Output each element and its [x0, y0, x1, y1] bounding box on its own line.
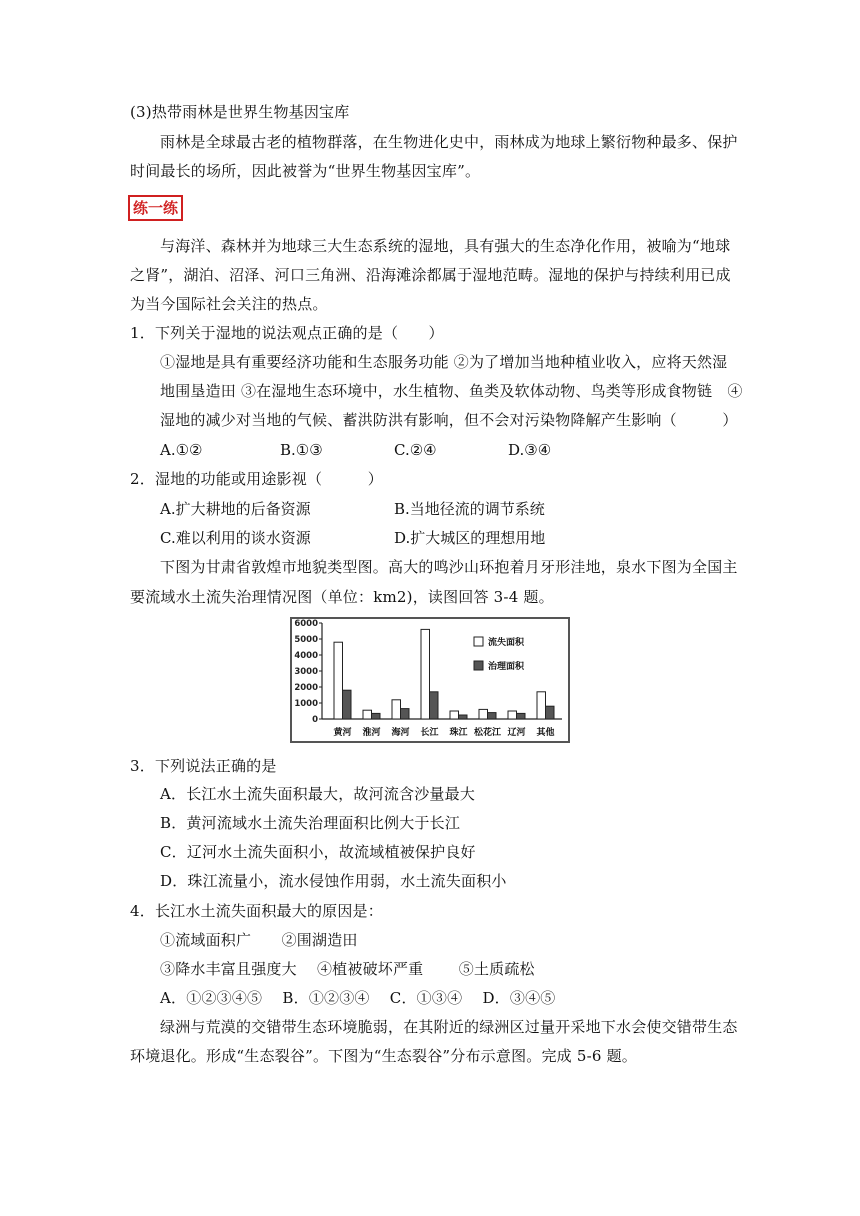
option-a: A.①② [160, 441, 203, 459]
soil-erosion-chart [290, 617, 570, 743]
question-3-option-b: B．黄河流域水土流失治理面积比例大于长江 [160, 814, 461, 832]
bar-treated [372, 713, 381, 719]
legend-label-loss: 流失面积 [488, 638, 525, 648]
question-4-factors: ③降水丰富且强度大 ④植被破坏严重 ⑤土质疏松 [160, 960, 535, 978]
y-tick-label: 2000 [294, 683, 318, 693]
legend-swatch-loss [474, 637, 483, 646]
y-tick-label: 1000 [294, 699, 318, 709]
bar-treated [459, 715, 468, 719]
bar-loss [450, 711, 459, 719]
bar-treated [488, 713, 497, 719]
intro-line: 与海洋、森林并为地球三大生态系统的湿地，具有强大的生态净化作用，被喻为“地球 [160, 237, 731, 255]
bar-loss [421, 629, 430, 719]
intro-line: 之肾”，湖泊、沼泽、河口三角洲、沿海滩涂都属于湿地范畴。湿地的保护与持续利用已成 [130, 266, 731, 284]
bar-treated [401, 709, 410, 719]
option-c: C.难以利用的谈水资源 [160, 529, 311, 547]
option-d: D.扩大城区的理想用地 [394, 529, 546, 547]
paragraph-line: 时间最长的场所，因此被誉为“世界生物基因宝库”。 [130, 162, 481, 180]
y-tick-label: 4000 [294, 651, 318, 661]
question-3-option-a: A．长江水土流失面积最大，故河流含沙量最大 [160, 785, 476, 803]
question-4-factors: ①流域面积广 ②围湖造田 [160, 931, 358, 949]
option-c: C.②④ [394, 441, 437, 459]
legend-swatch-treated [474, 661, 483, 670]
intro2-line: 要流域水土流失治理情况图（单位：km2)，读图回答 3-4 题。 [130, 588, 554, 606]
bar-treated [546, 706, 555, 719]
question-2-stem: 2．湿地的功能或用途影视（ ） [130, 470, 383, 488]
question-1-statement: 湿地的减少对当地的气候、蓄洪防洪有影响，但不会对污染物降解产生影响（ ） [160, 411, 738, 429]
x-tick-label: 松花江 [473, 728, 502, 738]
bar-treated [343, 690, 352, 719]
x-tick-label: 海河 [391, 728, 410, 738]
section-heading: (3)热带雨林是世界生物基因宝库 [130, 103, 350, 121]
option-b: B.①③ [280, 441, 323, 459]
question-1-statement: 地围垦造田 ③在湿地生态环境中，水生植物、鱼类及软体动物、鸟类等形成食物链 ④ [160, 382, 743, 400]
option-d: D.③④ [508, 441, 552, 459]
bar-loss [479, 709, 488, 719]
question-3-option-c: C．辽河水土流失面积小，故流域植被保护良好 [160, 843, 476, 861]
legend-label-treated: 治理面积 [488, 662, 525, 672]
question-4-stem: 4．长江水土流失面积最大的原因是： [130, 902, 383, 920]
question-4-options: A．①②③④⑤ B．①②③④ C．①③④ D．③④⑤ [160, 989, 556, 1007]
intro3-line: 绿洲与荒漠的交错带生态环境脆弱，在其附近的绿洲区过量开采地下水会使交错带生态 [160, 1018, 738, 1036]
bar-loss [363, 710, 372, 719]
y-tick-label: 0 [312, 715, 318, 725]
bar-loss [392, 700, 401, 719]
bar-loss [334, 642, 343, 719]
x-tick-label: 长江 [420, 728, 439, 738]
intro2-line: 下图为甘肃省敦煌市地貌类型图。高大的鸣沙山环抱着月牙形洼地，泉水下图为全国主 [160, 558, 738, 576]
x-tick-label: 黄河 [333, 728, 352, 738]
y-tick-label: 5000 [294, 635, 318, 645]
bar-treated [430, 692, 439, 719]
intro3-line: 环境退化。形成“生态裂谷”。下图为“生态裂谷”分布示意图。完成 5-6 题。 [130, 1047, 637, 1065]
x-tick-label: 其他 [536, 728, 555, 738]
paragraph-line: 雨林是全球最古老的植物群落，在生物进化史中，雨林成为地球上繁衍物种最多、保护 [160, 133, 738, 151]
x-tick-label: 珠江 [449, 728, 468, 738]
y-tick-label: 3000 [294, 667, 318, 677]
intro-line: 为当今国际社会关注的热点。 [130, 295, 328, 313]
question-1-statement: ①湿地是具有重要经济功能和生态服务功能 ②为了增加当地种植业收入，应将天然湿 [160, 353, 728, 371]
question-3-option-d: D．珠江流量小，流水侵蚀作用弱，水土流失面积小 [160, 872, 507, 890]
x-tick-label: 淮河 [362, 728, 381, 738]
bar-loss [537, 692, 546, 719]
question-3-stem: 3．下列说法正确的是 [130, 757, 277, 775]
practice-tag: 练一练 [128, 195, 183, 221]
option-b: B.当地径流的调节系统 [394, 500, 545, 518]
bar-treated [517, 713, 526, 719]
bar-loss [508, 711, 517, 719]
chart-svg [292, 619, 568, 741]
option-a: A.扩大耕地的后备资源 [160, 500, 311, 518]
y-tick-label: 6000 [294, 619, 318, 629]
x-tick-label: 辽河 [507, 728, 526, 738]
question-1-stem: 1．下列关于湿地的说法观点正确的是（ ） [130, 324, 444, 342]
